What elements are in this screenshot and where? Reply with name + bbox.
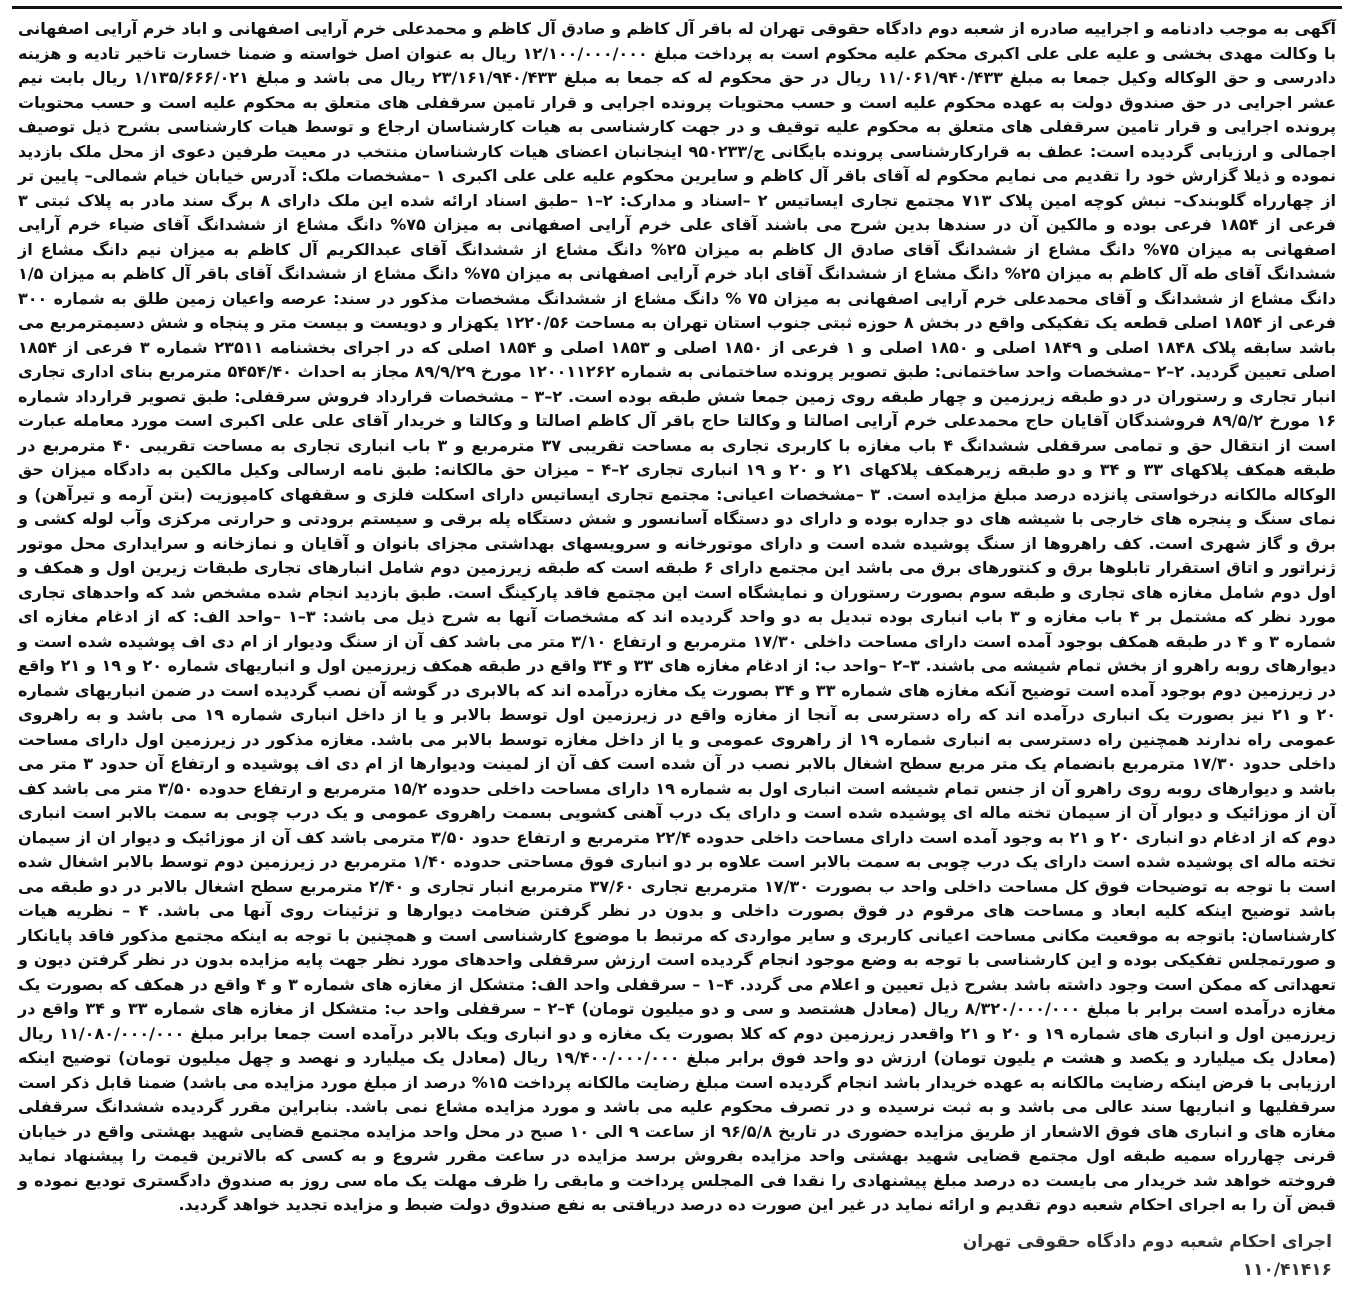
notice-footer <box>18 1230 1336 1286</box>
top-divider <box>12 6 1342 9</box>
legal-notice <box>8 6 1346 1292</box>
notice-body-text: آگهی به موجب دادنامه و اجراییه صادره از شعبه دوم دادگاه حقوقی تهران له باقر آل کاظم و صادق آل کاظم و محمدعلی خرم آرایی اصفهانی و اباد خرم آرایی اصفهانی با وکالت مهدی بخشی و علیه علی علی اکبری محکم علیه محکوم است به پرداخت مبلغ ۱۲/۱۰۰/۰۰۰/۰۰۰ ریال به عنوان اصل خواسته و ضمنا خسارت تاخیر تادیه و هزینه دادرسی و حق الوکاله وکیل جمعا به مبلغ ۱۱/۰۶۱/۹۴۰/۴۳۳ ریال در حق محکوم له که جمعا به مبلغ ۲۳/۱۶۱/۹۴۰/۴۳۳ ریال می باشد و مبلغ ۱/۱۳۵/۶۶۶/۰۲۱ ریال بابت نیم عشر اجرایی در حق صندوق دولت به عهده محکوم علیه است و حسب محتویات پرونده اجرایی و قرار تامین سرقفلی های متعلق به محکوم علیه است و حسب محتویات پرونده اجرایی و قرار تامین سرقفلی های متعلق به محکوم علیه توقیف و در جهت کارشناسی به هیات کارشناسان ارجاع و توسط هیات کارشناسی بشرح ذیل توصیف اجمالی و ارزیابی گردیده است: عطف به قرارکارشناسی پرونده بایگانی ج/۹۵۰۲۳۳ اینجانبان اعضای هیات کارشناسان منتخب در معیت طرفین دعوی از محل ملک بازدید نموده و ذیلا گزارش خود را تقدیم می نمایم محکوم له آقای باقر آل کاظم و سایرین محکوم علیه علی علی اکبری ۱ –مشخصات ملک: آدرس خیابان خیام شمالی– پایین تر از چهارراه گلوبندک– نبش کوچه امین پلاک ۷۱۳ مجتمع تجاری ایساتیس ۲ –اسناد و مدارک: ۲–۱ –طبق اسناد ارائه شده این ملک دارای ۸ برگ سند مادر به پلاک ثبتی ۳ فرعی از ۱۸۵۴ فرعی بوده و مالکین آن در سندها بدین شرح می باشند آقای علی خرم آرایی اصفهانی به میزان ۷۵% دانگ مشاع از ششدانگ آقای ضیاء خرم آرایی اصفهانی به میزان ۷۵% دانگ مشاع از ششدانگ آقای صادق ال کاظم به میزان ۲۵% دانگ مشاع از ششدانگ آقای عبدالکریم آل کاظم به میزان نیم دانگ مشاع از ششدانگ آقای طه آل کاظم به میزان ۲۵% دانگ مشاع از ششدانگ آقای اباد خرم آرایی اصفهانی به میزان ۷۵% دانگ مشاع از ششدانگ آقای باقر آل کاظم به میزان ۱/۵ دانگ مشاع از ششدانگ و آقای محمدعلی خرم آرایی اصفهانی به میزان ۷۵ % دانگ مشاع از ششدانگ مشخصات مذکور در سند: عرصه واعیان زمین طلق به شماره ۳۰۰ فرعی از ۱۸۵۴ اصلی قطعه یک تفکیکی واقع در بخش ۸ حوزه ثبتی جنوب استان تهران به مساحت ۱۲۲۰/۵۶ یکهزار و دویست و بیست متر و پنجاه و شش دسیمترمربع می باشد سابقه پلاک ۱۸۴۸ اصلی و ۱۸۴۹ اصلی و ۱۸۵۰ اصلی و ۱ فرعی از ۱۸۵۰ اصلی و ۱۸۵۳ اصلی و ۱۸۵۴ اصلی که در اجرای بخشنامه ۲۳۵۱۱ شماره ۳ فرعی از ۱۸۵۴ اصلی تعیین گردید. ۲–۲ –مشخصات واحد ساختمانی: طبق تصویر پرونده ساختمانی به شماره ۱۲۰۰۱۱۲۶۲ مورخ ۸۹/۹/۲۹ مجاز به احداث ۵۴۵۴/۴۰ مترمربع بنای اداری تجاری انبار تجاری و رستوران در دو طبقه زیرزمین و چهار طبقه روی زمین جمعا شش طبقه بوده است. ۲–۳ – مشخصات قرارداد فروش سرقفلی: طبق تصویر قرارداد شماره ۱۶ مورخ ۸۹/۵/۲ فروشندگان آقایان حاج محمدعلی خرم آرایی اصالتا و وکالتا حاج باقر آل کاظم اصالتا و وکالتا و خریدار آقای علی علی اکبری است مورد معامله عبارت است از انتقال حق و تمامی سرقفلی ششدانگ ۴ باب مغازه با کاربری تجاری به مساحت تقریبی ۳۷ مترمربع و ۳ باب انباری تجاری به مساحت تقریبی ۴۰ مترمربع در طبقه همکف پلاکهای ۳۳ و ۳۴ و دو طبقه زیرهمکف پلاکهای ۲۱ و ۲۰ و ۱۹ انباری تجاری ۲–۴ – میزان حق مالکانه: طبق نامه ارسالی وکیل مالکین به دادگاه میزان حق الوکاله مالکانه درخواستی پانزده درصد مبلغ مزایده است. ۳ –مشخصات اعیانی: مجتمع تجاری ایساتیس دارای اسکلت فلزی و سقفهای کامپوزیت (بتن آرمه و تیرآهن) و نمای سنگ و پنجره های خارجی با شیشه های دو جداره بوده و دارای دو دستگاه آسانسور و شش دستگاه پله برقی و سیستم برودتی و حرارتی مرکزی وآب لوله کشی و برق و گاز شهری است. کف راهروها از سنگ پوشیده شده است و دارای موتورخانه و سرویسهای بهداشتی مجزای بانوان و آقایان و نمازخانه و سرایداری محل موتور ژنراتور و اتاق استقرار تابلوها برق و کنتورهای برق می باشد این مجتمع دارای ۶ طبقه است که طبقه زیرزمین دوم شامل انبارهای تجاری طبقات زیرین اول و همکف و اول دوم شامل مغازه های تجاری و طبقه سوم بصورت رستوران و نمایشگاه است این مجتمع فاقد پارکینگ است. طبق بازدید انجام شده مشخص شد که واحدهای تجاری مورد نظر که مشتمل بر ۴ باب مغازه و ۳ باب انباری بوده تبدیل به دو واحد گردیده اند که مشخصات آنها به شرح ذیل می باشد: ۳–۱ –واحد الف: که از ادغام مغازه ای شماره ۳ و ۴ در طبقه همکف بوجود آمده است دارای مساحت داخلی ۱۷/۳۰ مترمربع و ارتفاع ۳/۱۰ متر می باشد کف آن از سنگ ودیوار از ام دی اف پوشیده شده است و دیوارهای روبه راهرو از بخش تمام شیشه می باشند. ۳–۲ –واحد ب: از ادغام مغازه های ۳۳ و ۳۴ واقع در طبقه همکف زیرزمین اول و انباریهای شماره ۲۰ و ۱۹ و ۲۱ واقع در زیرزمین دوم بوجود آمده است توضیح آنکه مغازه های شماره ۳۳ و ۳۴ بصورت یک مغازه درآمده اند که بالابری در گوشه آن نصب گردیده است در ضمن انباریهای شماره ۲۰ و ۲۱ نیز بصورت یک انباری درآمده اند که راه دسترسی به آنجا از مغازه واقع در زیرزمین اول توسط بالابر و یا از داخل انباری شماره ۱۹ می باشد و به راهروی عمومی راه ندارند همچنین راه دسترسی به انباری شماره ۱۹ از راهروی عمومی و یا از داخل مغازه توسط بالابر می باشد. مغازه مذکور در زیرزمین اول دارای مساحت داخلی حدود ۱۷/۳۰ مترمربع بانضمام یک متر مربع سطح اشغال بالابر نصب در آن شده است کف آن از لمینت ودیوارها از ام دی اف پوشیده و ارتفاع آن حدود ۳ متر می باشد و دیوارهای روبه روی راهرو آن از جنس تمام شیشه است انباری اول به شماره ۱۹ دارای مساحت داخلی حدوده ۱۵/۲ مترمربع و ارتفاع حدوده ۳/۵۰ متر می باشد کف آن از موزائیک و دیوار آن از سیمان تخته ماله ای پوشیده شده است و دارای یک درب آهنی کشویی بسمت راهروی عمومی و یک درب چوبی به سمت بالابر است انباری دوم که از ادغام دو انباری ۲۰ و ۲۱ به وجود آمده است دارای مساحت داخلی حدوده ۲۲/۴ مترمربع و ارتفاع حدود ۳/۵۰ مترمی باشد کف آن از موزائیک و دیوار ان از سیمان تخته ماله ای پوشیده شده است دارای یک درب چوبی به سمت بالابر است علاوه بر دو انباری فوق مساحتی حدوده ۱/۴۰ مترمربع در زیرزمین دوم توسط بالابر اشغال شده است با توجه به توضیحات فوق کل مساحت داخلی واحد ب بصورت ۱۷/۳۰ مترمربع تجاری ۳۷/۶۰ مترمربع انبار تجاری و ۲/۴۰ مترمربع سطح اشغال بالابر در دو طبقه می باشد توضیح اینکه کلیه ابعاد و مساحت های مرقوم در فوق بصورت داخلی و بدون در نظر گرفتن ضخامت دیوارها و تزئینات روی آنها می باشد. ۴ – نظریه هیات کارشناسان: باتوجه به موقعیت مکانی مساحت اعیانی کاربری و سایر مواردی که مرتبط با موضوع کارشناسی است و همچنین با توجه به اینکه مجتمع مذکور فاقد پایانکار و صورتمجلس تفکیکی بوده و این کارشناسی با توجه به وضع موجود انجام گردیده است ارزش سرقفلی واحدهای مورد نظر جهت پایه مزایده بدون در نظر گرفتن دیون و تعهداتی که ممکن است وجود داشته باشد بشرح ذیل تعیین و اعلام می گردد. ۴–۱ – سرقفلی واحد الف: متشکل از مغازه های شماره ۳ و ۴ واقع در همکف که بصورت یک مغازه درآمده است برابر با مبلغ ۸/۳۲۰/۰۰۰/۰۰۰ ریال (معادل هشتصد و سی و دو میلیون تومان) ۴–۲ – سرقفلی واحد ب: متشکل از مغازه های شماره ۳۳ و ۳۴ واقع در زیرزمین اول و انباری های شماره ۱۹ و ۲۰ و ۲۱ واقعدر زیرزمین دوم که کلا بصورت یک مغازه و دو انباری ویک بالابر درآمده است جمعا برابر مبلغ ۱۱/۰۸۰/۰۰۰/۰۰۰ ریال (معادل یک میلیارد و یکصد و هشت م یلیون تومان) ارزش دو واحد فوق برابر مبلغ ۱۹/۴۰۰/۰۰۰/۰۰۰ ریال (معادل یک میلیارد و نهصد و چهل میلیون تومان) توضیح اینکه ارزیابی با فرض اینکه رضایت مالکانه به عهده خریدار باشد انجام گردیده است مبلغ رضایت مالکانه پرداخت ۱۵% درصد از مبلغ مورد مزایده می باشد) ضمنا قابل ذکر است سرقفلیها و انباریها سند عالی می باشد و به ثبت نرسیده و در تصرف محکوم علیه می باشد و مورد مزایده مشاع نمی باشد. بنابراین مقرر گردیده ششدانگ سرقفلی مغازه های و انباری های فوق الاشعار از طریق مزایده حضوری در تاریخ ۹۶/۵/۸ از ساعت ۹ الی ۱۰ صبح در محل واحد مزایده مجتمع قضایی شهید بهشتی واقع در خیابان قرنی چهارراه سمیه طبقه اول مجتمع قضایی شهید بهشتی واحد مزایده بفروش برسد مزایده در ساعت مقرر شروع و به کسی که بالاترین قیمت را پیشنهاد نماید فروخته خواهد شد خریدار می بایست ده درصد مبلغ پیشنهادی را نقدا فی المجلس پرداخت و مابقی را ظرف مهلت یک ماه سی روز به صندوق دادگستری تودیع نموده و قبض آن را به اجرای احکام شعبه دوم تقدیم و ارائه نماید در غیر این صورت ده درصد دریافتی به نفع صندوق دولت ضبط و مزایده تجدید خواهد گردید. <box>18 19 1337 1214</box>
issuer-signature: اجرای احکام شعبه دوم دادگاه حقوقی تهران <box>962 1232 1332 1252</box>
reference-number: ۱۱۰/۴۱۴۱۶ <box>1242 1260 1332 1280</box>
